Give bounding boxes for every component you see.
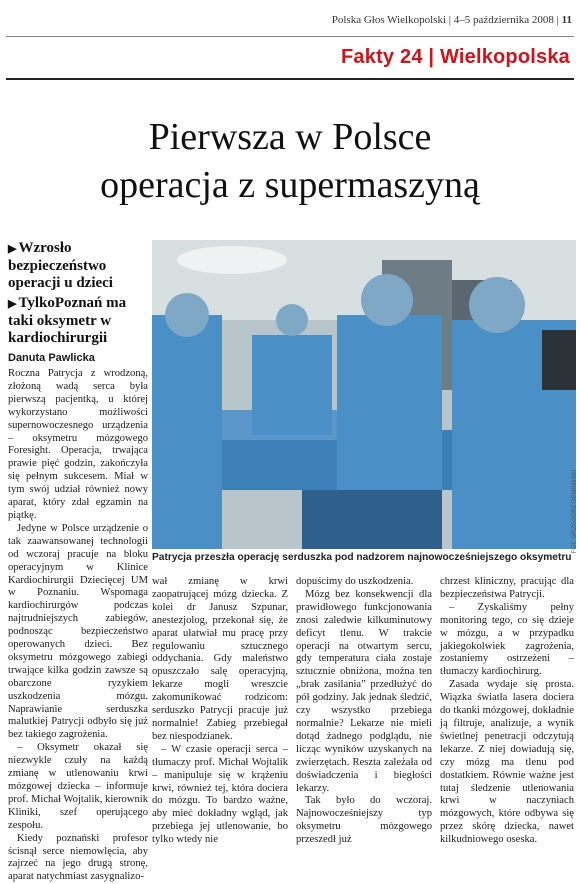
paragraph: chrzest kliniczny, pracując dla bezpieczeństwa Patrycji. [440, 576, 574, 600]
paragraph: – Oksymetr okazał się niezwykle czuły na każdą zmianę w utlenowaniu krwi mózgowej dziecka – informuje prof. Michał Wojtalik, kierownik Kliniki, szef operującego zespołu. [8, 742, 148, 831]
lead-2 [8, 295, 148, 347]
paper-name: Polska Głos Wielkopolski [331, 14, 446, 26]
paragraph: Kiedy poznański profesor ścisnął serce niemowlęcia, aby zajrzeć na jego drugą stronę, aparat natychmiast zasygnalizo- [8, 832, 148, 883]
headline-line2: operacja z supermaszyną [100, 164, 480, 206]
column-2 [152, 576, 288, 847]
arrow-icon: ▶ [8, 243, 17, 255]
headline-line1: Pierwsza w Polsce [148, 116, 432, 158]
column-1 [8, 368, 148, 884]
lead-1 [8, 240, 148, 292]
issue-date: 4–5 października 2008 [453, 14, 554, 26]
photo-credit: FOT. GRZEGORZ DEMBIŃSKI [572, 470, 578, 554]
masthead: Polska Głos Wielkopolski | 4–5 października 2008 | 11 [331, 14, 572, 26]
surgery-photo [152, 240, 576, 549]
paragraph: Jedyne w Polsce urządzenie o tak zaawansowanej technologii od wczoraj pracuje na bloku operacyjnym w Klinice Kardiochirurgii Dziecięcej UM w Poznaniu. Wspomaga kardiochirurgów podczas najtrudniejszych zabiegów, podnosząc bezpieczeństwo operowanych dzieci. Bez oksymetru mózgowego zabiegi trwające kilka godzin zawsze są obarczone ryzykiem uszkodzenia mózgu. Naprawianie serduszka malutkiej Patrycji odbyło się już bez takiego zagrożenia. [8, 522, 148, 741]
paragraph: wał zmianę w krwi zaopatrującej mózg dziecka. Z kolei dr Janusz Szpunar, anestezjolog, przekonał się, że aparat ułatwiał mu pracę przy regulowaniu sztucznego oddychania. Gdy maleństwo opuszczało salę operacyjną, lekarze mogli wreszcie zakomunikować rodzicom: serduszko Patrycji pracuje już normalnie! Zabieg przebiegał bez niespodzianek. [152, 576, 288, 742]
lead-2-text: TylkoPoznań ma taki oksymetr w kardiochirurgii [8, 295, 127, 346]
masthead-rule [6, 36, 574, 37]
paragraph: Mózg bez konsekwencji dla prawidłowego funkcjonowania znosi zaledwie kilkuminutowy deficyt tlenu. W trakcie operacji na otwartym sercu, gdy temperatura ciała zostaje sztucznie obniżona, można ten „brak zasilania” przedłużyć do pół godziny. Jak jednak śledzić, czy wszystko przebiega normalnie? Lekarze nie mieli dotąd żadnego podglądu, nie licząc wyników uzyskanych na zwierzętach. Reszta zależała od doświadczenia i biegłości lekarzy. [296, 588, 432, 794]
paragraph: Zasada wydaje się prosta. Wiązka światła lasera dociera do tkanki mózgowej, dokładnie ją filtruje, analizuje, a wynik świetlnej penetracji odczytują lekarze. Z niej dowiadują się, czy mózg ma tlenu pod dostatkiem. Równie ważne jest tutaj śledzenie utlenowania krwi w naczyniach mózgowych, które odbywa się przez skórę dziecka, nawet kilkudniowego oseska. [440, 679, 574, 846]
paragraph: Tak było do wczoraj. Najnowocześniejszy typ oksymetru mózgowego przeszedł już [296, 795, 432, 846]
paragraph: dopuścimy do uszkodzenia. [296, 576, 414, 587]
paragraph: – W czasie operacji serca – tłumaczy prof. Michał Wojtalik – manipuluje się w krążeniu krwi, również tej, która dociera do mózgu. To bardzo ważne, aby mieć dokładny wgląd, jak przebiega jej utlenowanie, bo tylko wtedy nie [152, 743, 288, 846]
photo-caption: Patrycja przeszła operację serduszka pod nadzorem najnowocześniejszego oksymetru [152, 552, 572, 563]
section-rule [6, 78, 574, 80]
column-4 [440, 576, 574, 847]
column-3 [296, 576, 432, 847]
page-number: 11 [561, 14, 572, 26]
section-title: Fakty 24 | Wielkopolska [341, 46, 570, 68]
paragraph: Roczna Patrycja z wrodzoną, złożoną wadą serca była pierwszą pacjentką, u której wykorzystano możliwości supernowoczesnego urządzenia – oksymetru mózgowego Foresight. Operacja, trwająca prawie pięć godzin, zakończyła się pełnym sukcesem. Miał w tym swój udział również nowy aparat, który zdał egzamin na piątkę. [8, 368, 148, 521]
author: Danuta Pawlicka [8, 352, 95, 364]
paragraph: – Zyskaliśmy pełny monitoring tego, co się dzieje w mózgu, a w przypadku jakiegokolwiek zagrożenia, zostaniemy ostrzeżeni – tłumaczy kardiochirurg. [440, 601, 574, 678]
arrow-icon: ▶ [8, 298, 17, 310]
lead-1-text: Wzrosło bezpieczeństwo operacji u dzieci [8, 240, 113, 291]
